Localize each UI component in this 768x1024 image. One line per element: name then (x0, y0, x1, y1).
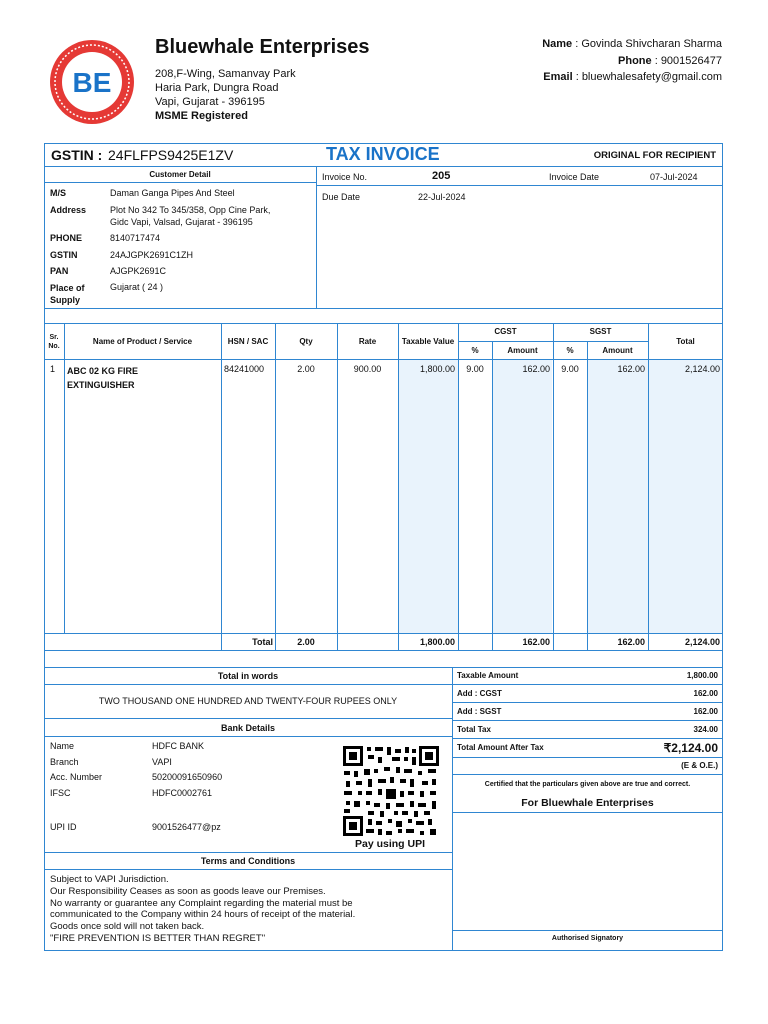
ms-label: M/S (50, 188, 67, 198)
invoice-date-label: Invoice Date (549, 172, 600, 182)
upi-label: UPI ID (50, 822, 77, 832)
invoice-date: 07-Jul-2024 (650, 172, 698, 182)
seller-gstin: 24FLFPS9425E1ZV (108, 147, 234, 163)
authorised-signatory: Authorised Signatory (551, 935, 624, 942)
customer-gstin-label: GSTIN (50, 250, 78, 260)
bank-branch: VAPI (152, 757, 172, 767)
place-of-supply-label: Supply (50, 295, 81, 305)
customer-name: Daman Ganga Pipes And Steel (110, 188, 235, 198)
cgst-label: Add : CGST (457, 689, 502, 698)
logo-seal-icon (48, 38, 136, 126)
cgst-pct-header: % (471, 346, 479, 355)
rate-header: Rate (358, 337, 377, 346)
terms-heading: Terms and Conditions (200, 856, 296, 866)
row-total: 2,124.00 (684, 364, 720, 374)
taxable-header: Taxable Value (401, 337, 455, 346)
contact-email: Email : bluewhalesafety@gmail.com (543, 71, 722, 83)
bank-acc-number: 50200091650960 (152, 772, 223, 782)
msme-label: MSME Registered (155, 110, 248, 122)
gstin-label: GSTIN : (51, 147, 103, 163)
sgst-label: Add : SGST (457, 707, 502, 716)
terms-line: Subject to VAPI Jurisdiction. (50, 874, 169, 885)
contact-phone: Phone : 9001526477 (618, 54, 722, 67)
cgst-amount: 162.00 (693, 689, 718, 698)
bank-name: HDFC BANK (152, 741, 205, 751)
company-name: Bluewhale Enterprises (155, 36, 370, 58)
taxable-amount: 1,800.00 (686, 671, 718, 680)
place-of-supply: Gujarat ( 24 ) (110, 282, 164, 292)
total-taxable: 1,800.00 (419, 637, 455, 647)
total-tax: 324.00 (693, 725, 718, 734)
row-sgst-amount: 162.00 (617, 364, 645, 374)
customer-pan: AJGPK2691C (110, 266, 167, 276)
pay-using-upi: Pay using UPI (355, 838, 426, 850)
amount-in-words: TWO THOUSAND ONE HUNDRED AND TWENTY-FOUR RUPEES ONLY (98, 696, 398, 706)
words-heading: Total in words (217, 671, 279, 681)
row-sr: 1 (50, 364, 56, 374)
terms-line: "FIRE PREVENTION IS BETTER THAN REGRET" (50, 932, 266, 944)
cgst-amount-header: Amount (507, 346, 538, 355)
bank-name-label: Name (50, 741, 75, 751)
terms-line: Our Responsibility Ceases as soon as goods leave our Premises. (50, 885, 326, 897)
grand-total: 2,124.00 (684, 637, 720, 647)
bank-acc-label: Acc. Number (50, 772, 103, 782)
total-header: Total (676, 337, 695, 346)
qr-code-icon (342, 745, 440, 837)
company-address-line: Vapi, Gujarat - 396195 (155, 96, 265, 108)
row-product-name: ABC 02 KG FIRE (67, 366, 139, 376)
contact-name: Name : Govinda Shivcharan Sharma (542, 38, 722, 50)
invoice-title: TAX INVOICE (326, 144, 440, 164)
row-cgst-pct: 9.00 (466, 364, 484, 374)
total-sgst: 162.00 (617, 637, 645, 647)
terms-line: Goods once sold will not taken back. (50, 921, 205, 933)
cgst-header: CGST (494, 327, 517, 336)
hsn-header: HSN / SAC (227, 337, 269, 346)
amount-after-tax-label: Total Amount After Tax (457, 743, 544, 752)
customer-gstin: 24AJGPK2691C1ZH (110, 250, 194, 260)
total-qty: 2.00 (297, 637, 315, 647)
sr-header: No. (48, 343, 60, 350)
row-product-name: EXTINGUISHER (67, 380, 135, 390)
bank-branch-label: Branch (50, 757, 79, 767)
certification-text: Certified that the particulars given above are true and correct. (484, 781, 691, 788)
customer-heading: Customer Detail (149, 170, 211, 179)
terms-list (50, 874, 355, 945)
eoe-label: (E & O.E.) (681, 761, 718, 770)
terms-line: No warranty or guarantee any Complaint regarding the material must be (50, 897, 353, 909)
customer-address-line: Plot No 342 To 345/358, Opp Cine Park, (110, 205, 271, 215)
address-label: Address (50, 205, 87, 215)
sgst-amount-header: Amount (602, 346, 633, 355)
sgst-pct-header: % (566, 346, 574, 355)
upi-qr-code[interactable] (342, 745, 440, 837)
bank-ifsc: HDFC0002761 (152, 788, 213, 798)
customer-phone: 8140717474 (110, 233, 161, 243)
sgst-amount: 162.00 (693, 707, 718, 716)
terms-line: communicated to the Company within 24 hours of receipt of the material. (50, 909, 356, 921)
company-address-line: Haria Park, Dungra Road (155, 82, 279, 94)
total-tax-label: Total Tax (457, 725, 491, 734)
total-cgst: 162.00 (522, 637, 550, 647)
row-rate: 900.00 (353, 364, 382, 374)
row-qty: 2.00 (297, 364, 315, 374)
pan-label: PAN (50, 266, 69, 276)
row-taxable: 1,800.00 (419, 364, 455, 374)
product-header: Name of Product / Service (92, 337, 193, 346)
phone-label: PHONE (50, 233, 83, 243)
sr-header: Sr. (49, 334, 59, 341)
invoice-no-label: Invoice No. (322, 172, 368, 182)
place-of-supply-label: Place of (50, 283, 85, 293)
copy-label: ORIGINAL FOR RECIPIENT (593, 150, 716, 161)
taxable-amount-label: Taxable Amount (457, 671, 519, 680)
company-address-line: 208,F-Wing, Samanvay Park (155, 68, 296, 80)
amount-after-tax: ₹2,124.00 (663, 741, 718, 755)
row-sgst-pct: 9.00 (561, 364, 579, 374)
qty-header: Qty (299, 337, 313, 346)
due-date: 22-Jul-2024 (418, 192, 466, 202)
row-cgst-amount: 162.00 (522, 364, 550, 374)
row-hsn: 84241000 (224, 364, 265, 374)
total-row-label: Total (252, 637, 273, 647)
sgst-header: SGST (589, 327, 612, 336)
for-company: For Bluewhale Enterprises (521, 797, 654, 809)
svg-text:BE: BE (72, 67, 112, 98)
bank-heading: Bank Details (220, 723, 276, 733)
bank-ifsc-label: IFSC (50, 788, 71, 798)
customer-address-line: Gidc Vapi, Valsad, Gujarat - 396195 (110, 216, 253, 227)
upi-id: 9001526477@pz (152, 822, 221, 832)
company-logo (48, 38, 136, 126)
invoice-no: 205 (432, 170, 451, 182)
due-date-label: Due Date (322, 192, 361, 202)
